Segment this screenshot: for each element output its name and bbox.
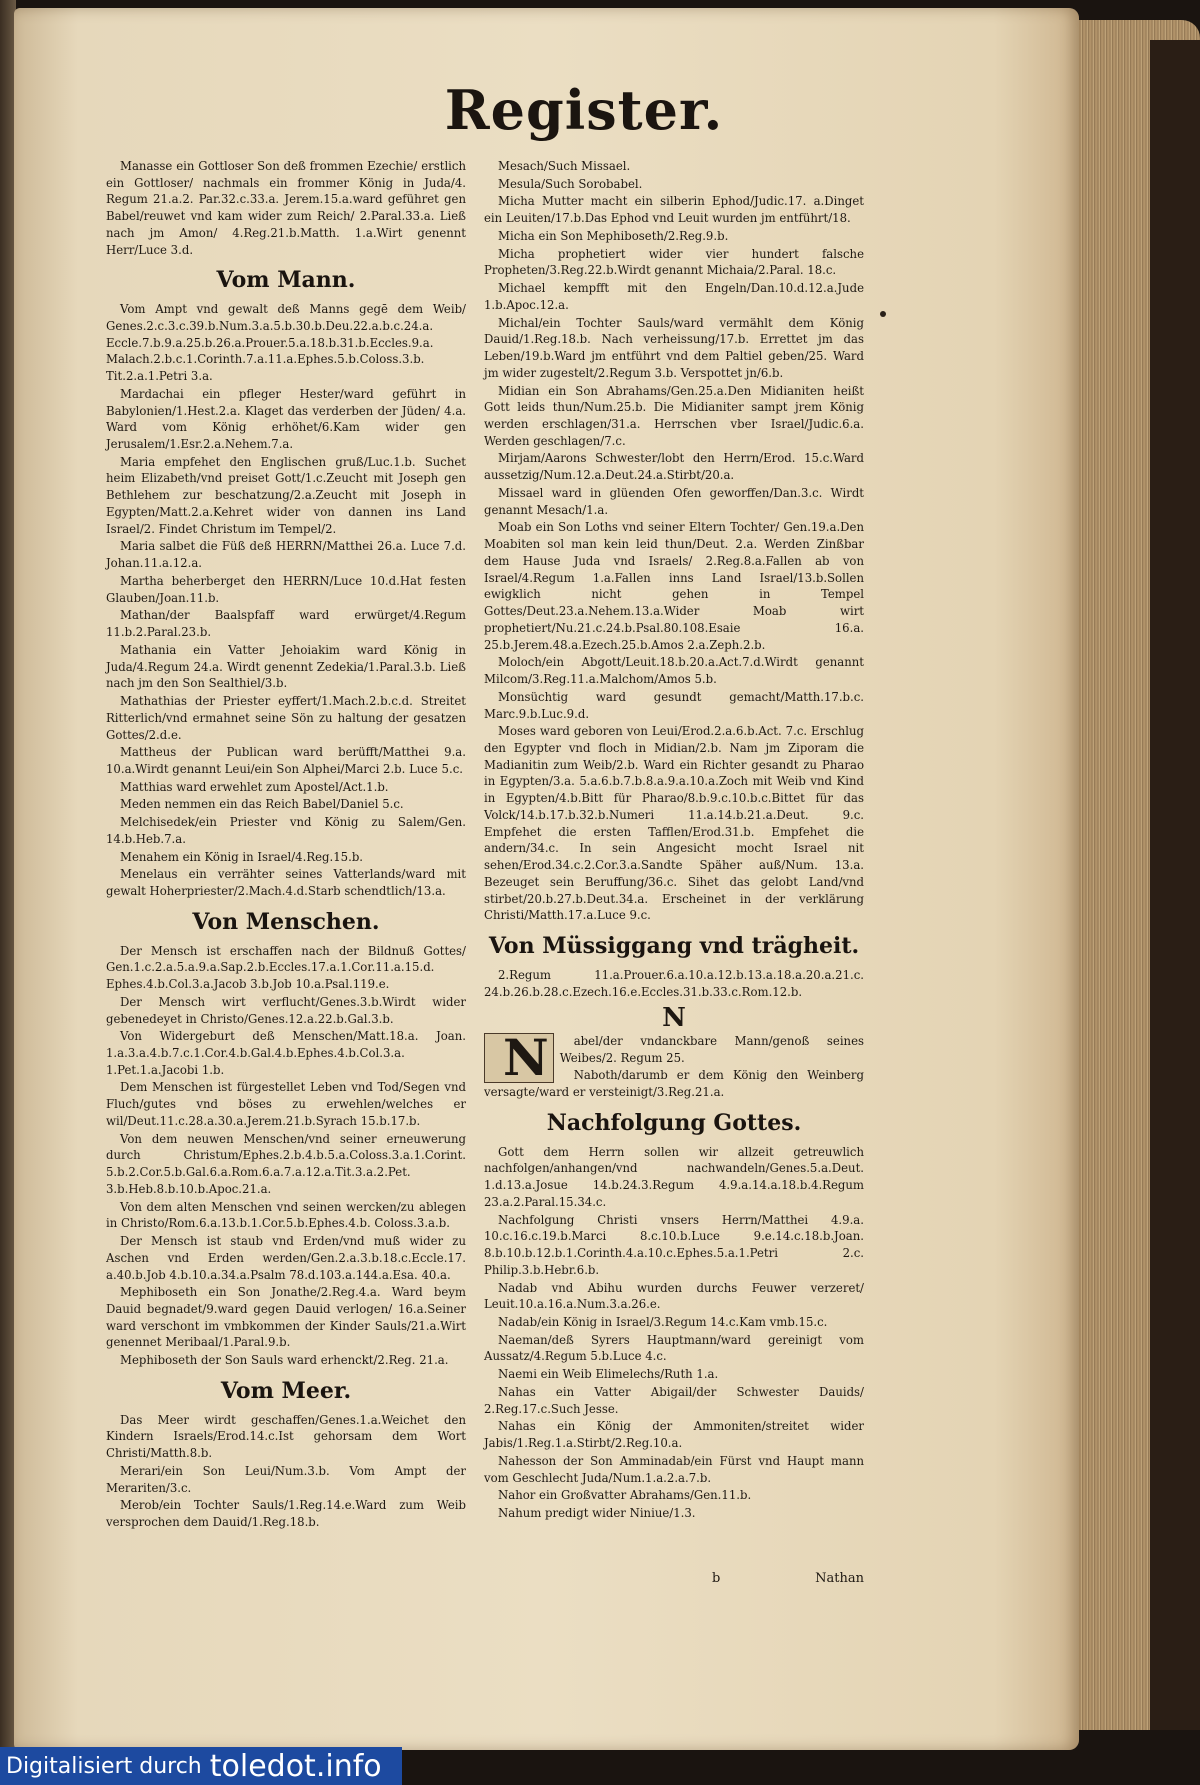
page-title: Register. bbox=[444, 78, 724, 142]
register-entry: Michael kempfft mit den Engeln/Dan.10.d.12.a.Jude 1.b.Apoc.12.a. bbox=[484, 281, 864, 312]
register-entry: Michal/ein Tochter Sauls/ward vermählt dem König Dauid/1.Reg.18.b. Nach verheissung/17.b. Errettet jm das Leben/19.b.Ward jm entführt vnd dem Paltiel geben/25. Ward jm wider zugestelt/2.Regum 3.b. Verspottet jn/6.b. bbox=[484, 315, 864, 380]
section-heading: Vom Mann. bbox=[216, 267, 356, 294]
register-entry: Merari/ein Son Leui/Num.3.b. Vom Ampt der Merariten/3.c. bbox=[106, 1463, 466, 1495]
register-entry: Nahas ein Vatter Abigail/der Schwester Dauids/ 2.Reg.17.c.Such Jesse. bbox=[484, 1384, 864, 1416]
register-entry: Der Mensch ist erschaffen nach der Bildnuß Gottes/ Gen.1.c.2.a.5.a.9.a.Sap.2.b.Eccles.17.a.1.Cor.11.a.15.d. Ephes.4.b.Col.3.a.Jacob 3.b.Job 10.a.Psal.119.e. bbox=[106, 943, 466, 992]
initial-capital: N bbox=[484, 1033, 554, 1083]
register-entry: Dem Menschen ist fürgestellet Leben vnd Tod/Segen vnd Fluch/gutes vnd böses zu erwehlen/welches er wil/Deut.11.c.28.a.30.a.Jerem.21.b.Syrach 15.b.17.b. bbox=[106, 1080, 466, 1128]
register-entry: Nahesson der Son Amminadab/ein Fürst vnd Haupt mann vom Geschlecht Juda/Num.1.a.2.a.7.b. bbox=[484, 1453, 864, 1485]
register-entry: Maria salbet die Füß deß HERRN/Matthei 26.a. Luce 7.d. Johan.11.a.12.a. bbox=[106, 539, 466, 571]
book-page bbox=[14, 8, 1079, 1750]
register-entry: Von dem alten Menschen vnd seinen wercken/zu ablegen in Christo/Rom.6.a.13.b.1.Cor.5.b.Ephes.4.b. Coloss.3.a.b. bbox=[106, 1199, 466, 1231]
register-entry: Gott dem Herrn sollen wir allzeit getreuwlich nachfolgen/anhangen/vnd nachwandeln/Genes.5.a.Deut. 1.d.13.a.Josue 14.b.24.3.Regum 4.9.a.14.a.18.b.4.Regum 23.a.2.Paral.15.34.c. bbox=[484, 1144, 864, 1209]
register-entry: Naemi ein Weib Elimelechs/Ruth 1.a. bbox=[498, 1367, 719, 1382]
register-entry: Nachfolgung Christi vnsers Herrn/Matthei 4.9.a. 10.c.16.c.19.b.Marci 8.c.10.b.Luce 9.e.14.c.18.b.Joan. 8.b.10.b.12.b.1.Corinth.4.a.10.c.Ephes.5.a.1.Petri 2.c. Philip.3.b.Hebr.6.b. bbox=[484, 1212, 864, 1277]
watermark-site-link[interactable]: toledot.info bbox=[209, 1748, 382, 1784]
register-entry: Mattheus der Publican ward berüfft/Matthei 9.a. 10.a.Wirdt genannt Leui/ein Son Alphei/Marci 2.b. Luce 5.c. bbox=[106, 745, 466, 776]
digitization-watermark[interactable] bbox=[0, 1747, 402, 1785]
catchword: Nathan bbox=[815, 1571, 864, 1586]
register-entry: Maria empfehet den Englischen gruß/Luc.1.b. Suchet heim Elizabeth/vnd preiset Gott/1.c.Zeucht mit Joseph gen Bethlehem zur beschatzung/2.a.Zeucht mit Joseph in Egypten/Matt.2.a.Kehret wider von dannen ins Land Israel/2. Findet Christum im Tempel/2. bbox=[106, 454, 466, 536]
register-entry: 2.Regum 11.a.Prouer.6.a.10.a.12.b.13.a.18.a.20.a.21.c. 24.b.26.b.28.c.Ezech.16.e.Eccles.31.b.33.c.Rom.12.b. bbox=[484, 967, 864, 999]
entry-text: abel/der vndanckbare Mann/genoß seines Weibes/2. Regum 25. bbox=[559, 1033, 864, 1065]
register-entry: Der Mensch ist staub vnd Erden/vnd muß wider zu Aschen vnd Erden werden/Gen.2.a.3.b.18.c.Eccle.17. a.40.b.Job 4.b.10.a.34.a.Psalm 78.d.103.a.144.a.Esa. 40.a. bbox=[106, 1234, 466, 1282]
register-entry: Midian ein Son Abrahams/Gen.25.a.Den Midianiten heißt Gott leids thun/Num.25.b. Die Midianiter sampt jrem König werden erschlagen/31.a. Herrschen vber Israel/Judic.6.a. Werden geschlagen/7.c. bbox=[484, 383, 864, 448]
register-entry: Mephiboseth ein Son Jonathe/2.Reg.4.a. Ward beym Dauid begnadet/9.ward gegen Dauid verlogen/ 16.a.Seiner ward verschont im vmbkommen der Kinder Sauls/21.a.Wirt genennet Meribaal/1.Paral.9.b. bbox=[106, 1285, 466, 1350]
register-entry: Vom Ampt vnd gewalt deß Manns gegē dem Weib/ Genes.2.c.3.c.39.b.Num.3.a.5.b.30.b.Deu.22.a.b.c.24.a. Eccle.7.b.9.a.25.b.26.a.Prouer.5.a.18.b.31.b.Eccles.9.a. Malach.2.b.c.1.Corinth.7.a.11.a.Ephes.5.b.Coloss.3.b. Tit.2.a.1.Petri 3.a. bbox=[106, 302, 466, 384]
register-entry: Merob/ein Tochter Sauls/1.Reg.14.e.Ward zum Weib versprochen dem Dauid/1.Reg.18.b. bbox=[106, 1498, 466, 1530]
register-entry: Mesach/Such Missael. bbox=[498, 159, 631, 173]
register-column-right bbox=[484, 158, 864, 1523]
register-entry: Mardachai ein pfleger Hester/ward geführt in Babylonien/1.Hest.2.a. Klaget das verderben der Jüden/ 4.a. Ward vom König erhöhet/6.Kam wider gen Jerusalem/1.Esr.2.a.Nehem.7.a. bbox=[106, 386, 466, 452]
register-entry: Von dem neuwen Menschen/vnd seiner erneuwerung durch Christum/Ephes.2.b.4.b.5.a.Coloss.3.a.1.Corint. 5.b.2.Cor.5.b.Gal.6.a.Rom.6.a.7.a.12.a.Tit.3.a.2.Pet. 3.b.Heb.8.b.10.b.Apoc.21.a. bbox=[106, 1131, 466, 1196]
section-heading: Von Menschen. bbox=[192, 908, 380, 935]
register-entry: Missael ward in glüenden Ofen geworffen/Dan.3.c. Wirdt genannt Mesach/1.a. bbox=[484, 485, 864, 517]
register-entry: Nahum predigt wider Niniue/1.3. bbox=[498, 1506, 696, 1521]
register-entry: Moloch/ein Abgott/Leuit.18.b.20.a.Act.7.d.Wirdt genannt Milcom/3.Reg.11.a.Malchom/Amos 5.b. bbox=[484, 655, 864, 687]
register-entry: Menahem ein König in Israel/4.Reg.15.b. bbox=[120, 849, 364, 864]
book-cover-shadow bbox=[1150, 40, 1200, 1730]
register-entry: Monsüchtig ward gesundt gemacht/Matth.17.b.c. Marc.9.b.Luc.9.d. bbox=[484, 689, 864, 721]
register-entry: Matthias ward erwehlet zum Apostel/Act.1.b. bbox=[120, 779, 389, 794]
section-heading: Von Müssiggang vnd trägheit. bbox=[488, 933, 860, 960]
register-entry: Mathania ein Vatter Jehoiakim ward König in Juda/4.Regum 24.a. Wirdt genennt Zedekia/1.Paral.3.b. Ließ nach jm den Son Sealthiel/3.b. bbox=[106, 642, 466, 691]
register-entry: Melchisedek/ein Priester vnd König zu Salem/Gen. 14.b.Heb.7.a. bbox=[106, 815, 466, 846]
register-entry: Nadab vnd Abihu wurden durchs Feuwer verzeret/ Leuit.10.a.16.a.Num.3.a.26.e. bbox=[484, 1280, 864, 1312]
register-entry: Nadab/ein König in Israel/3.Regum 14.c.Kam vmb.15.c. bbox=[498, 1315, 828, 1329]
section-heading: Vom Meer. bbox=[220, 1377, 352, 1404]
register-entry: Menelaus ein verrähter seines Vatterlands/ward mit gewalt Hoherpriester/2.Mach.4.d.Starb schendtlich/13.a. bbox=[106, 867, 466, 899]
section-heading: Nachfolgung Gottes. bbox=[546, 1109, 802, 1136]
watermark-prefix: Digitalisiert durch bbox=[6, 1753, 202, 1779]
register-entry: Micha prophetiert wider vier hundert falsche Propheten/3.Reg.22.b.Wirdt genannt Michaia/2.Paral. 18.c. bbox=[484, 246, 864, 278]
register-entry: Mathathias der Priester eyffert/1.Mach.2.b.c.d. Streitet Ritterlich/vnd ermahnet seine Sön zu haltung der gesatzen Gottes/2.d.e. bbox=[106, 694, 466, 742]
register-entry: Manasse ein Gottloser Son deß frommen Ezechie/ erstlich ein Gottloser/ nachmals ein frommer König in Juda/4. Regum 21.a.2. Par.32.c.33.a. Jerem.15.a.ward geführet gen Babel/reuwet vnd kam wider zum Reich/ 2.Paral.33.a. Ließ nach jm Amon/ 4.Reg.21.b.Matth. 1.a.Wirt genennt Herr/Luce 3.d. bbox=[106, 159, 466, 257]
register-entry: Martha beherberget den HERRN/Luce 10.d.Hat festen Glauben/Joan.11.b. bbox=[106, 573, 466, 605]
register-entry: Micha Mutter macht ein silberin Ephod/Judic.17. a.Dinget ein Leuiten/17.b.Das Ephod vnd Leuit wurden jm entführt/18. bbox=[484, 194, 864, 226]
ink-spot bbox=[880, 311, 886, 317]
register-entry: Moab ein Son Loths vnd seiner Eltern Tochter/ Gen.19.a.Den Moabiten sol man kein leid thun/Deut. 2.a. Werden Zinßbar dem Hause Juda vnd Israels/ 2.Reg.8.a.Fallen ab von Israel/4.Regum 1.a.Fallen inns Land Israel/13.b.Sollen ewigklich nicht gehen in Tempel Gottes/Deut.23.a.Nehem.13.a.Wider Moab wirt prophetiert/Nu.21.c.24.b.Psal.80.108.Esaie 16.a. 25.b.Jerem.48.a.Ezech.25.b.Amos 2.a.Zeph.2.b. bbox=[484, 520, 864, 652]
register-entry: Mesula/Such Sorobabel. bbox=[498, 176, 643, 191]
register-entry: Naboth/darumb er dem König den Weinberg versagte/ward er versteinigt/3.Reg.21.a. bbox=[484, 1068, 864, 1100]
register-entry: Nahas ein König der Ammoniten/streitet wider Jabis/1.Reg.1.a.Stirbt/2.Reg.10.a. bbox=[484, 1419, 864, 1451]
register-entry: Der Mensch wirt verflucht/Genes.3.b.Wirdt wider gebenedeyet in Christo/Genes.12.a.22.b.Gal.3.b. bbox=[106, 994, 466, 1026]
letter-heading: N bbox=[662, 1003, 686, 1034]
register-entry: Nahor ein Großvatter Abrahams/Gen.11.b. bbox=[498, 1488, 752, 1503]
signature-mark: b bbox=[712, 1571, 721, 1586]
register-entry: Moses ward geboren von Leui/Erod.2.a.6.b.Act. 7.c. Erschlug den Egypter vnd floch in Midian/2.b. Nam jm Ziporam die Madianitin zum Weib/2.b. Ward ein Richter gesandt zu Pharao in Egypten/3.a. 5.a.6.b.7.b.8.a.9.a.10.a.Zoch mit Weib vnd Kind in Egypten/4.b.Bitt für Pharao/8.b.9.c.10.b.c.Bittet für das Volck/14.b.17.b.32.b.Numeri 11.a.14.b.21.a.Deut. 9.c. Empfehet die ersten Tafflen/Erod.31.b. Empfehet die andern/34.c. In sein Angesicht mocht Israel nit sehen/Erod.34.c.2.Cor.3.a.Sandte Späher auß/Num. 13.a. Bezeuget sein Beruffung/36.c. Sihet das gelobt Land/vnd stirbet/20.b.27.b.Deut.34.a. Erscheinet in der verklärung Christi/Matth.17.a.Luce 9.c. bbox=[484, 724, 864, 923]
register-entry: Mathan/der Baalspfaff ward erwürget/4.Regum 11.b.2.Paral.23.b. bbox=[106, 608, 466, 640]
register-entry: Mirjam/Aarons Schwester/lobt den Herrn/Erod. 15.c.Ward aussetzig/Num.12.a.Deut.24.a.Stirbt/20.a. bbox=[484, 451, 864, 483]
register-column-left bbox=[106, 158, 466, 1532]
register-entry: Das Meer wirdt geschaffen/Genes.1.a.Weichet den Kindern Israels/Erod.14.c.Ist gehorsam dem Wort Christi/Matth.8.b. bbox=[106, 1412, 466, 1461]
register-entry: Meden nemmen ein das Reich Babel/Daniel 5.c. bbox=[120, 797, 404, 812]
register-entry: Mephiboseth der Son Sauls ward erhenckt/2.Reg. 21.a. bbox=[120, 1353, 449, 1368]
register-entry: Micha ein Son Mephiboseth/2.Reg.9.b. bbox=[498, 228, 729, 243]
register-entry: Naeman/deß Syrers Hauptmann/ward gereinigt vom Aussatz/4.Regum 5.b.Luce 4.c. bbox=[484, 1332, 864, 1364]
register-entry: Von Widergeburt deß Menschen/Matt.18.a. Joan. 1.a.3.a.4.b.7.c.1.Cor.4.b.Gal.4.b.Ephes.4.b.Col.3.a. 1.Pet.1.a.Jacobi 1.b. bbox=[106, 1029, 466, 1077]
